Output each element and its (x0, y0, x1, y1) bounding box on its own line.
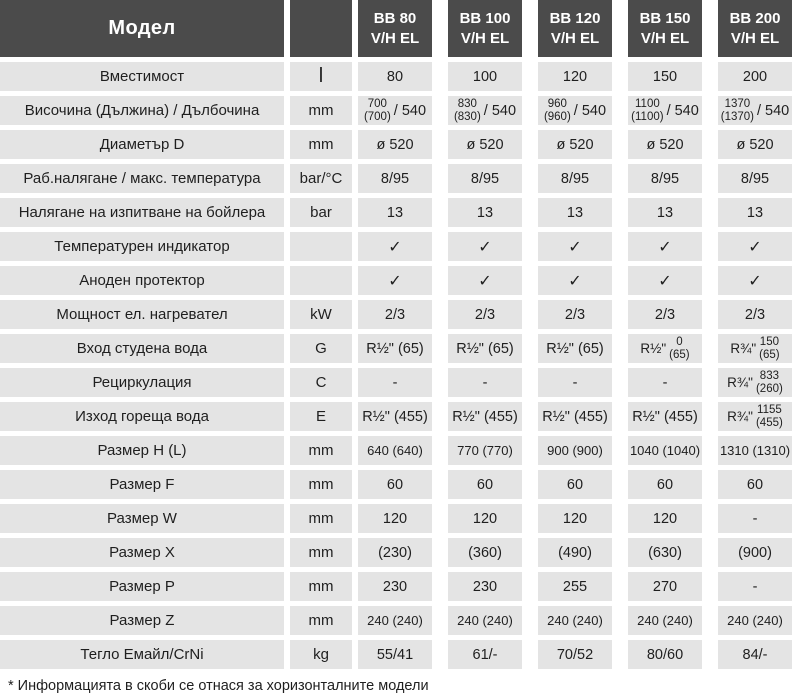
thread-size-value: R¾" (730, 341, 757, 356)
table-row (0, 368, 800, 397)
cell-value: 60 (386, 476, 404, 493)
cell-value: 1040 (1040) (629, 443, 701, 458)
model-name: BB 100 (459, 10, 511, 28)
model-variant: V/H EL (370, 29, 420, 47)
value-cell (538, 300, 612, 329)
vertical-model-value: 0 (676, 335, 683, 348)
vertical-model-value: 700 (367, 97, 387, 110)
vertical-model-value: 1370 (724, 97, 751, 110)
cell-value: R½" (65) (456, 340, 514, 357)
value-cell (628, 198, 702, 227)
row-label: Рециркулация (0, 368, 284, 397)
row-unit: mm (290, 572, 352, 601)
cell-value: 60 (566, 476, 584, 493)
cell-value: 70/52 (556, 646, 594, 663)
cell-value: R½" (65) (546, 340, 604, 357)
vertical-model-value: 830 (457, 97, 477, 110)
row-unit: G (290, 334, 352, 363)
cell-value: ø 520 (646, 136, 684, 153)
cell-value: - (572, 374, 578, 391)
value-cell (718, 164, 792, 193)
model-variant: V/H EL (730, 29, 780, 47)
cell-value: 2/3 (744, 306, 766, 323)
cell-value: (360) (468, 544, 502, 561)
cell-value: R½" (455) (452, 408, 518, 425)
cell-value: (230) (378, 544, 412, 561)
row-unit: mm (290, 504, 352, 533)
cell-value: 13 (656, 204, 674, 221)
cell-value: - (662, 374, 668, 391)
horizontal-model-value: (1100) (631, 110, 664, 123)
value-cell (358, 436, 432, 465)
cell-value: 120 (562, 510, 588, 527)
model-variant: V/H EL (460, 29, 510, 47)
cell-value: ø 520 (556, 136, 594, 153)
vertical-model-value: 150 (759, 335, 779, 348)
value-cell (448, 334, 522, 363)
value-cell (358, 402, 432, 431)
cell-value: - (482, 374, 488, 391)
value-cell (718, 538, 792, 567)
value-cell (718, 368, 792, 397)
depth-value: / 540 (483, 102, 517, 119)
value-cell (358, 62, 432, 91)
model-column-header (0, 0, 284, 57)
row-unit: kW (290, 300, 352, 329)
cell-value: 255 (562, 578, 588, 595)
value-cell (538, 96, 612, 125)
row-label: Размер P (0, 572, 284, 601)
cell-value: 1310 (1310) (719, 443, 791, 458)
check-icon: ✓ (478, 272, 492, 290)
cell-value: R½" (455) (362, 408, 428, 425)
table-header-row (0, 0, 800, 57)
depth-value: / 540 (757, 102, 790, 119)
row-unit: mm (290, 538, 352, 567)
vertical-model-value: 960 (547, 97, 567, 110)
cell-value: 120 (562, 68, 588, 85)
model-name: BB 200 (729, 10, 781, 28)
column-header-bb-200 (718, 0, 792, 57)
cell-value: 80 (386, 68, 404, 85)
value-cell (538, 232, 612, 261)
value-cell (628, 130, 702, 159)
value-cell (628, 640, 702, 669)
value-cell (628, 334, 702, 363)
value-cell (628, 164, 702, 193)
cell-value: 270 (652, 578, 678, 595)
value-cell (448, 368, 522, 397)
stacked-values (364, 98, 391, 124)
check-icon: ✓ (658, 238, 672, 256)
value-cell (538, 470, 612, 499)
value-cell (538, 334, 612, 363)
value-cell (448, 606, 522, 635)
value-cell (448, 164, 522, 193)
model-name: BB 150 (639, 10, 691, 28)
cell-value: 60 (476, 476, 494, 493)
value-cell (448, 62, 522, 91)
cell-value: 240 (240) (637, 613, 693, 628)
horizontal-model-value: (1370) (720, 110, 754, 123)
cell-value: 120 (652, 510, 678, 527)
model-variant: V/H EL (550, 29, 600, 47)
cell-value: (630) (648, 544, 682, 561)
value-cell (538, 62, 612, 91)
value-cell (718, 436, 792, 465)
check-icon: ✓ (388, 238, 402, 256)
cell-value: 8/95 (380, 170, 410, 187)
value-cell (448, 198, 522, 227)
value-cell (358, 266, 432, 295)
value-cell (718, 96, 792, 125)
table-row (0, 198, 800, 227)
table-row (0, 402, 800, 431)
cell-value: R½" (65) (366, 340, 424, 357)
cell-value: 770 (770) (457, 443, 513, 458)
table-row (0, 62, 800, 91)
stacked-values (759, 336, 779, 362)
row-unit: kg (290, 640, 352, 669)
horizontal-model-value: (65) (669, 348, 690, 361)
value-cell (358, 538, 432, 567)
value-cell (448, 470, 522, 499)
value-cell (448, 640, 522, 669)
table-row (0, 96, 800, 125)
value-cell (718, 334, 792, 363)
cell-value: ø 520 (376, 136, 414, 153)
row-label: Диаметър D (0, 130, 284, 159)
value-cell (358, 572, 432, 601)
cell-value: (900) (738, 544, 772, 561)
stacked-values (669, 336, 689, 362)
value-cell (538, 538, 612, 567)
value-cell (358, 96, 432, 125)
cell-value: 55/41 (376, 646, 414, 663)
value-cell (718, 266, 792, 295)
value-cell (718, 198, 792, 227)
row-unit (290, 232, 352, 261)
stacked-values (631, 98, 663, 124)
value-cell (358, 198, 432, 227)
table-row (0, 334, 800, 363)
value-cell (628, 62, 702, 91)
value-cell (448, 266, 522, 295)
value-cell (718, 300, 792, 329)
value-cell (358, 470, 432, 499)
table-body (0, 62, 800, 669)
row-unit: bar (290, 198, 352, 227)
value-cell (448, 402, 522, 431)
value-cell (718, 572, 792, 601)
cell-value: 84/- (742, 646, 768, 663)
row-label: Налягане на изпитване на бойлера (0, 198, 284, 227)
value-cell (538, 266, 612, 295)
depth-value: / 540 (393, 102, 427, 119)
cell-value: 13 (566, 204, 584, 221)
value-cell (358, 300, 432, 329)
value-cell (628, 368, 702, 397)
cell-value: 13 (746, 204, 764, 221)
cell-value: R½" (455) (542, 408, 608, 425)
cell-value: 240 (240) (457, 613, 513, 628)
cell-value: 8/95 (560, 170, 590, 187)
cell-value: 8/95 (470, 170, 500, 187)
value-cell (538, 368, 612, 397)
value-cell (448, 96, 522, 125)
row-unit (290, 266, 352, 295)
value-cell (538, 198, 612, 227)
thread-size-value: R¾" (727, 409, 753, 424)
cell-value: 150 (652, 68, 678, 85)
value-cell (628, 538, 702, 567)
row-unit: E (290, 402, 352, 431)
value-cell (448, 436, 522, 465)
value-cell (718, 62, 792, 91)
horizontal-model-value: (65) (759, 348, 780, 361)
value-cell (538, 572, 612, 601)
row-unit: mm (290, 436, 352, 465)
cell-value: 8/95 (650, 170, 680, 187)
row-label: Вместимост (0, 62, 284, 91)
table-row (0, 232, 800, 261)
check-icon: ✓ (478, 238, 492, 256)
value-cell (358, 368, 432, 397)
vertical-model-value: 1100 (635, 97, 660, 110)
model-header-label: Модел (108, 17, 176, 39)
value-cell (538, 436, 612, 465)
row-unit: C (290, 368, 352, 397)
cell-value: 240 (240) (727, 613, 783, 628)
cell-value: (490) (558, 544, 592, 561)
value-cell (358, 232, 432, 261)
value-cell (538, 130, 612, 159)
row-unit: mm (290, 130, 352, 159)
table-row (0, 130, 800, 159)
value-cell (628, 402, 702, 431)
cell-value: ø 520 (466, 136, 504, 153)
row-label: Тегло Емайл/CrNi (0, 640, 284, 669)
row-unit: mm (290, 606, 352, 635)
stacked-values (721, 98, 754, 124)
cell-value: 200 (742, 68, 768, 85)
row-label: Изход гореща вода (0, 402, 284, 431)
unit-column-header (290, 0, 352, 57)
row-label: Размер Z (0, 606, 284, 635)
cell-value: 2/3 (564, 306, 586, 323)
value-cell (718, 640, 792, 669)
row-label: Височина (Дължина) / Дълбочина (0, 96, 284, 125)
table-row (0, 164, 800, 193)
cell-value: 900 (900) (547, 443, 603, 458)
depth-value: / 540 (573, 102, 607, 119)
column-header-bb-100 (448, 0, 522, 57)
value-cell (448, 130, 522, 159)
value-cell (448, 504, 522, 533)
cell-value: 2/3 (384, 306, 406, 323)
horizontal-model-value: (960) (543, 110, 571, 123)
value-cell (718, 232, 792, 261)
table-row (0, 470, 800, 499)
row-unit: mm (290, 96, 352, 125)
cell-value: 80/60 (646, 646, 684, 663)
cell-value: 13 (476, 204, 494, 221)
value-cell (628, 96, 702, 125)
table-row (0, 640, 800, 669)
vertical-model-value: 1155 (757, 403, 782, 416)
stacked-values (756, 370, 783, 396)
stacked-values (756, 404, 783, 430)
cell-value: 230 (472, 578, 498, 595)
check-icon: ✓ (748, 272, 762, 290)
value-cell (448, 572, 522, 601)
row-unit: bar/°C (290, 164, 352, 193)
value-cell (358, 334, 432, 363)
cell-value: 640 (640) (367, 443, 423, 458)
stacked-values (454, 98, 481, 124)
value-cell (628, 470, 702, 499)
row-label: Размер X (0, 538, 284, 567)
row-label: Вход студена вода (0, 334, 284, 363)
row-label: Размер F (0, 470, 284, 499)
value-cell (628, 266, 702, 295)
cell-value: 120 (472, 510, 498, 527)
table-row (0, 436, 800, 465)
table-row (0, 504, 800, 533)
value-cell (718, 606, 792, 635)
value-cell (448, 232, 522, 261)
value-cell (718, 130, 792, 159)
value-cell (628, 300, 702, 329)
table-row (0, 300, 800, 329)
row-label: Аноден протектор (0, 266, 284, 295)
value-cell (448, 538, 522, 567)
row-label: Раб.налягане / макс. температура (0, 164, 284, 193)
value-cell (448, 300, 522, 329)
cell-value: 120 (382, 510, 408, 527)
value-cell (538, 640, 612, 669)
cell-value: 240 (240) (367, 613, 423, 628)
column-header-bb-150 (628, 0, 702, 57)
column-header-bb-80 (358, 0, 432, 57)
value-cell (628, 606, 702, 635)
value-cell (538, 606, 612, 635)
model-variant: V/H EL (640, 29, 690, 47)
thread-size-value: R½" (640, 341, 667, 356)
table-row (0, 266, 800, 295)
model-name: BB 120 (549, 10, 601, 28)
value-cell (628, 572, 702, 601)
column-header-bb-120 (538, 0, 612, 57)
cell-value: ø 520 (736, 136, 774, 153)
vertical-model-value: 833 (759, 369, 779, 382)
horizontal-model-value: (260) (755, 382, 783, 395)
cell-value: 8/95 (740, 170, 770, 187)
value-cell (538, 402, 612, 431)
row-unit: mm (290, 470, 352, 499)
value-cell (718, 402, 792, 431)
value-cell (358, 640, 432, 669)
cell-value: 2/3 (654, 306, 676, 323)
value-cell (718, 470, 792, 499)
cell-value: 240 (240) (547, 613, 603, 628)
value-cell (628, 504, 702, 533)
value-cell (628, 436, 702, 465)
cell-value: 230 (382, 578, 408, 595)
cell-value: 13 (386, 204, 404, 221)
value-cell (628, 232, 702, 261)
value-cell (718, 504, 792, 533)
horizontal-model-value: (455) (755, 416, 783, 429)
cell-value: 60 (746, 476, 764, 493)
check-icon: ✓ (568, 272, 582, 290)
cell-value: R½" (455) (632, 408, 698, 425)
row-label: Размер W (0, 504, 284, 533)
value-cell (358, 504, 432, 533)
cell-value: - (392, 374, 398, 391)
value-cell (358, 164, 432, 193)
cell-value: - (752, 578, 758, 595)
stacked-values (544, 98, 571, 124)
check-icon: ✓ (658, 272, 672, 290)
horizontal-model-value: (700) (363, 110, 391, 123)
value-cell (358, 606, 432, 635)
value-cell (358, 130, 432, 159)
value-cell (538, 164, 612, 193)
model-name: BB 80 (373, 10, 417, 28)
value-cell (538, 504, 612, 533)
cell-value: 100 (472, 68, 498, 85)
footnote: * Информацията в скоби се отнася за хоризонталните модели (8, 678, 429, 694)
check-icon: ✓ (568, 238, 582, 256)
depth-value: / 540 (666, 102, 699, 119)
check-icon: ✓ (748, 238, 762, 256)
table-row (0, 538, 800, 567)
cell-value: 61/- (472, 646, 498, 663)
check-icon: ✓ (388, 272, 402, 290)
row-label: Температурен индикатор (0, 232, 284, 261)
row-unit: l (290, 62, 352, 91)
cell-value: 2/3 (474, 306, 496, 323)
cell-value: 60 (656, 476, 674, 493)
table-row (0, 606, 800, 635)
thread-size-value: R¾" (727, 375, 753, 390)
horizontal-model-value: (830) (453, 110, 481, 123)
row-label: Мощност ел. нагревател (0, 300, 284, 329)
table-row (0, 572, 800, 601)
row-label: Размер H (L) (0, 436, 284, 465)
cell-value: - (752, 510, 758, 527)
